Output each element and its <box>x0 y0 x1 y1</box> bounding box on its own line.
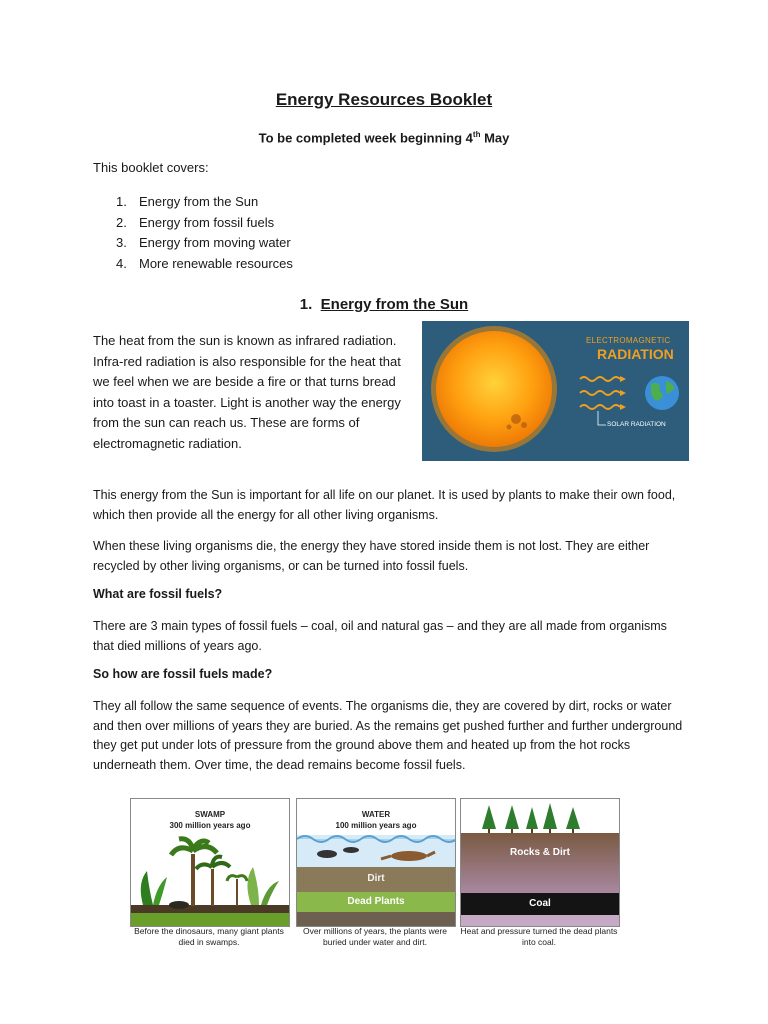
list-number: 1. <box>116 194 127 209</box>
page-title: Energy Resources Booklet <box>275 90 493 109</box>
list-item <box>116 233 293 254</box>
coal-label: Coal <box>529 898 551 909</box>
panel-subtitle: 100 million years ago <box>335 821 417 830</box>
fossil-panel-swamp <box>130 798 290 927</box>
list-label: Energy from moving water <box>139 235 291 250</box>
fossil-panel-water <box>296 798 456 927</box>
radiation-figure <box>422 321 689 461</box>
subtitle-superscript: th <box>472 130 481 139</box>
question-heading-how-made: So how are fossil fuels made? <box>93 667 273 681</box>
contents-list <box>116 192 293 274</box>
sun-icon <box>431 326 557 452</box>
panel-caption-coal: Heat and pressure turned the dead plants into coal. <box>460 926 618 947</box>
dirt-label: Dirt <box>367 873 385 884</box>
list-label: Energy from fossil fuels <box>139 214 275 230</box>
subtitle-text-end: May <box>480 130 510 146</box>
dead-plants-label: Dead Plants <box>347 896 405 907</box>
tree-icon <box>171 839 230 906</box>
question-heading-fossil-fuels: What are fossil fuels? <box>93 587 223 601</box>
list-item <box>116 192 293 213</box>
page-subtitle <box>0 130 768 145</box>
pointer-line-icon <box>598 411 606 425</box>
radiation-waves-icon <box>580 376 626 410</box>
earth-icon <box>645 376 679 410</box>
section-title: Energy from the Sun <box>320 296 469 313</box>
list-item <box>116 213 293 234</box>
paragraph-sequence: They all follow the same sequence of events. The organisms die, they are covered by dirt, rocks or water and then over millions of years they are buried. As the remains get pushed further and further underground they get put under lots of pressure from the ground above them and heated up from the hot rocks underneath them. Over time, the dead remains become fossil fuels. <box>93 699 683 772</box>
paragraph-organisms-die: When these living organisms die, the energy they have stored inside them is not lost. They are either recycled by other living organisms, or can be turned into fossil fuels. <box>93 539 650 573</box>
list-number: 2. <box>116 214 127 230</box>
panel-caption-swamp: Before the dinosaurs, many giant plants died in swamps. <box>134 926 284 947</box>
fossil-panel-coal <box>460 798 620 927</box>
pine-tree-icon <box>482 803 580 833</box>
list-number: 3. <box>116 235 127 250</box>
solar-radiation-label: SOLAR RADIATION <box>607 421 666 428</box>
list-label: Energy from the Sun <box>139 194 259 209</box>
paragraph-energy-life: This energy from the Sun is important for all life on our planet. It is used by plants to make their own food, which then provide all the energy for all other living organisms. <box>93 488 676 522</box>
panel-caption-water: Over millions of years, the plants were buried under water and dirt. <box>302 926 448 947</box>
rocks-dirt-label: Rocks & Dirt <box>509 847 570 858</box>
paragraph-fossil-types: There are 3 main types of fossil fuels – coal, oil and natural gas – and they are all made from organisms that died millions of years ago. <box>93 619 667 653</box>
plant-icon <box>141 867 279 906</box>
panel-subtitle: 300 million years ago <box>169 821 251 830</box>
intro-paragraph: The heat from the sun is known as infrared radiation. Infra-red radiation is also responsible for the heat that we feel when we are beside a fire or that turns bread into toast in a toaster. Light is another way the energy from the sun can reach us. These are forms of electromagnetic radiation. <box>93 333 401 451</box>
electromagnetic-label: ELECTROMAGNETIC <box>586 336 671 345</box>
panel-title: WATER <box>361 810 391 819</box>
subtitle-text: To be completed week beginning 4 <box>258 130 473 146</box>
section-number: 1. <box>299 296 313 313</box>
list-number: 4. <box>116 255 127 271</box>
covers-intro: This booklet covers: <box>93 160 209 175</box>
section-heading <box>0 296 768 313</box>
radiation-label: RADIATION <box>597 346 674 362</box>
list-item <box>116 254 293 275</box>
list-label: More renewable resources <box>139 255 293 271</box>
panel-title: SWAMP <box>194 810 226 819</box>
